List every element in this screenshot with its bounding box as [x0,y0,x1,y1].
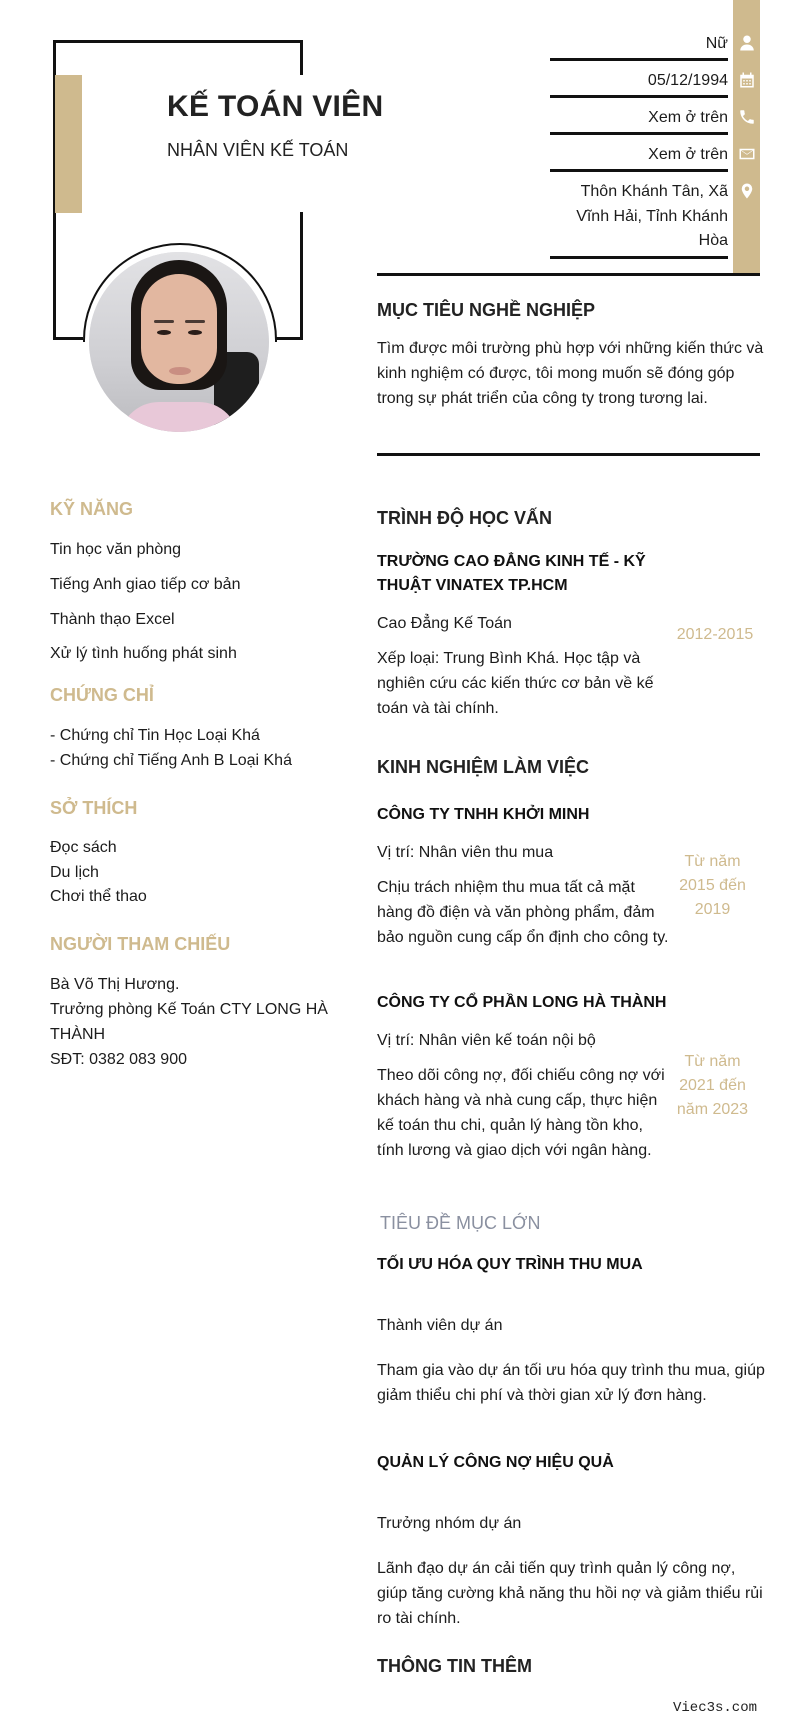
education-heading: TRÌNH ĐỘ HỌC VẤN [377,508,552,528]
objective-heading: MỤC TIÊU NGHỀ NGHIỆP [377,300,596,320]
job-period: Từ năm 2021 đến năm 2023 [676,1053,749,1118]
person-icon [738,34,756,52]
hobby-item: Du lịch [50,864,99,881]
hobby-item: Chơi thể thao [50,888,147,905]
frame-line-top [53,40,303,43]
job-period: Từ năm 2015 đến 2019 [679,853,746,918]
project-description: Lãnh đạo dự án cải tiến quy trình quản lý công nợ, giúp tăng cường khả năng thu hồi nợ và giảm thiểu rủi ro tài chính. [377,1560,763,1627]
school-name: TRƯỜNG CAO ĐẲNG KINH TẾ - KỸ THUẬT VINATEX TP.HCM [377,553,646,594]
phone-icon [738,108,756,126]
additional-info-heading: THÔNG TIN THÊM [377,1656,532,1676]
reference-name: Bà Võ Thị Hương. [50,976,180,993]
experience-heading: KINH NGHIỆM LÀM VIỆC [377,757,590,777]
hobbies-heading: SỞ THÍCH [50,798,138,818]
frame-line-bottom-left [53,337,83,340]
frame-line-right-top [300,40,303,75]
job-description: Chịu trách nhiệm thu mua tất cả mặt hàng đồ điện và văn phòng phẩm, đảm bảo nguồn cung cấp ổn định cho công ty. [377,879,669,946]
avatar [89,252,269,432]
project-role: Thành viên dự án [377,1317,503,1334]
watermark: Viec3s.com [673,1700,758,1716]
contact-email: Xem ở trên [550,143,728,172]
contact-address: Thôn Khánh Tân, Xã Vĩnh Hải, Tỉnh Khánh Hòa [550,180,728,259]
calendar-icon [738,71,756,89]
certificates-heading: CHỨNG CHỈ [50,685,154,705]
project-title: QUẢN LÝ CÔNG NỢ HIỆU QUẢ [377,1454,614,1471]
reference-title: Trưởng phòng Kế Toán CTY LONG HÀ THÀNH [50,1001,328,1043]
frame-line-bottom-right [275,337,303,340]
hobby-item: Đọc sách [50,839,117,856]
contact-birthdate: 05/12/1994 [550,69,728,98]
project-role: Trưởng nhóm dự án [377,1515,522,1532]
divider [377,273,760,276]
skill-item: Tiếng Anh giao tiếp cơ bản [50,576,241,593]
reference-phone: SĐT: 0382 083 900 [50,1051,187,1068]
job-subtitle: NHÂN VIÊN KẾ TOÁN [167,140,349,160]
skill-item: Thành thạo Excel [50,611,175,628]
project-title: TỐI ƯU HÓA QUY TRÌNH THU MUA [377,1256,643,1273]
job-description: Theo dõi công nợ, đối chiếu công nợ với khách hàng và nhà cung cấp, thực hiện kế toán thu chi, quản lý hàng tồn kho, tính lương và giao dịch với ngân hàng. [377,1067,665,1159]
contact-gender: Nữ [550,32,728,61]
education-description: Xếp loại: Trung Bình Khá. Học tập và nghiên cứu các kiến thức cơ bản về kế toán và tài chính. [377,650,654,717]
projects-heading: TIÊU ĐỀ MỤC LỚN [380,1213,541,1233]
education-period: 2012-2015 [676,626,754,643]
project-description: Tham gia vào dự án tối ưu hóa quy trình thu mua, giúp giảm thiểu chi phí và thời gian xử lý đơn hàng. [377,1362,765,1404]
accent-bar [55,75,82,213]
contact-phone: Xem ở trên [550,106,728,135]
mail-icon [738,145,756,163]
certificate-item: - Chứng chỉ Tiếng Anh B Loại Khá [50,752,292,769]
education-major: Cao Đẳng Kế Toán [377,615,512,632]
job-position: Vị trí: Nhân viên thu mua [377,844,554,861]
job-position: Vị trí: Nhân viên kế toán nội bộ [377,1032,596,1049]
skills-heading: KỸ NĂNG [50,499,134,519]
page-title: KẾ TOÁN VIÊN [167,90,384,123]
skill-item: Tin học văn phòng [50,541,182,558]
company-name: CÔNG TY TNHH KHỞI MINH [377,806,590,823]
company-name: CÔNG TY CỔ PHẦN LONG HÀ THÀNH [377,994,667,1011]
skill-item: Xử lý tình huống phát sinh [50,645,237,662]
certificate-item: - Chứng chỉ Tin Học Loại Khá [50,727,260,744]
divider [377,453,760,456]
location-pin-icon [738,182,756,200]
references-heading: NGƯỜI THAM CHIẾU [50,934,231,954]
objective-text: Tìm được môi trường phù hợp với những kiến thức và kinh nghiệm có được, tôi mong muốn sẽ đóng góp trong sự phát triển của công ty trong tương lai. [377,340,764,407]
frame-line-right-bottom [300,212,303,340]
